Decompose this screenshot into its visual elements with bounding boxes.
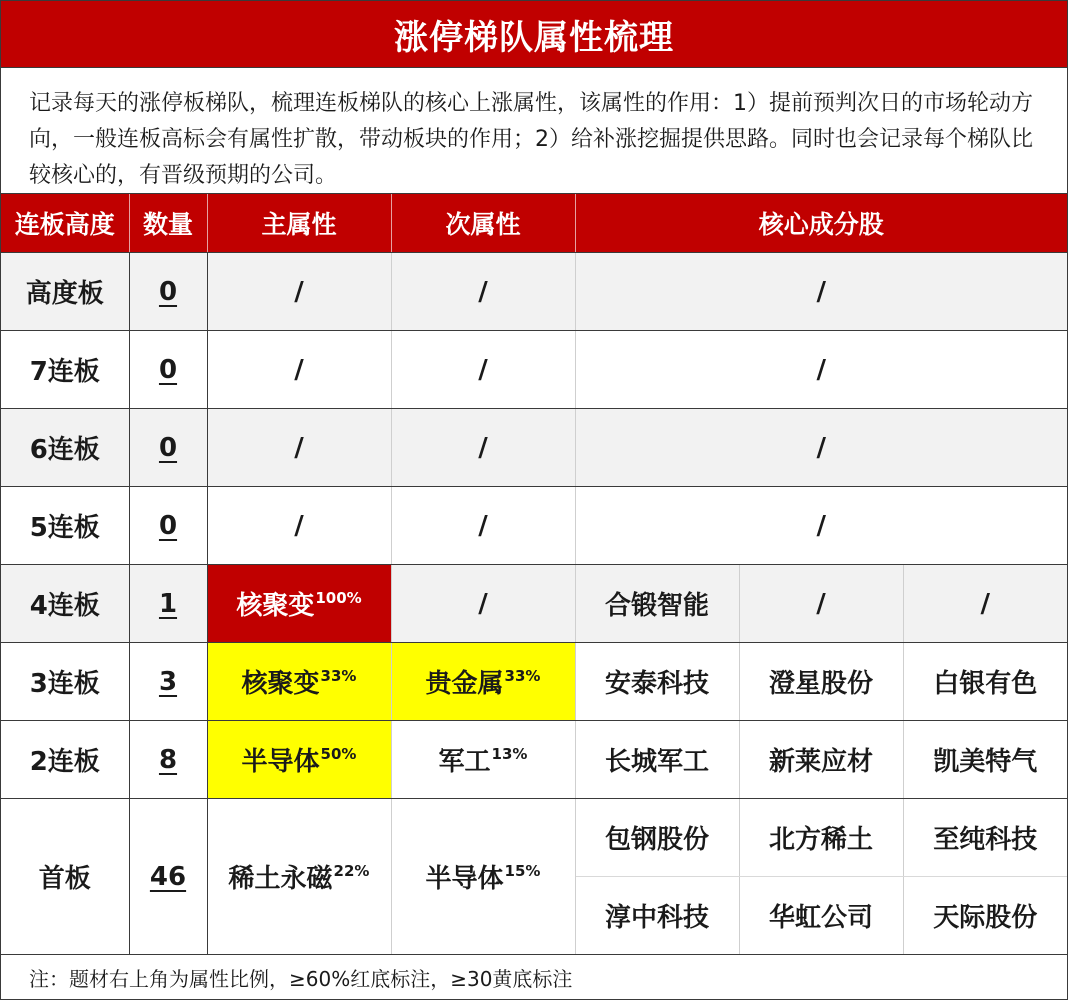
core-stock: / bbox=[903, 565, 1067, 643]
core-stock: 淳中科技 bbox=[575, 877, 739, 955]
row-height: 4连板 bbox=[1, 565, 129, 643]
core-stock: 白银有色 bbox=[903, 643, 1067, 721]
core-stock: 包钢股份 bbox=[575, 799, 739, 877]
row-primary: 半导体$^{50\%}$ bbox=[207, 721, 391, 799]
row-secondary: 军工$^{13\%}$ bbox=[391, 721, 575, 799]
row-count[interactable]: 3 bbox=[129, 643, 207, 721]
core-stock: 安泰科技 bbox=[575, 643, 739, 721]
core-stock: 澄星股份 bbox=[739, 643, 903, 721]
row-secondary: / bbox=[391, 487, 575, 565]
core-stock: 华虹公司 bbox=[739, 877, 903, 955]
row-count[interactable]: 46 bbox=[129, 799, 207, 955]
header-height: 连板高度 bbox=[1, 194, 129, 253]
header-core: 核心成分股 bbox=[575, 194, 1067, 253]
row-count[interactable]: 0 bbox=[129, 409, 207, 487]
core-stock: 凯美特气 bbox=[903, 721, 1067, 799]
core-stock: 天际股份 bbox=[903, 877, 1067, 955]
row-height: 6连板 bbox=[1, 409, 129, 487]
row-height: 3连板 bbox=[1, 643, 129, 721]
page-title: 涨停梯队属性梳理 bbox=[1, 1, 1067, 68]
intro-text: 记录每天的涨停板梯队，梳理连板梯队的核心上涨属性，该属性的作用：1）提前预判次日的市场轮动方向，一般连板高标会有属性扩散，带动板块的作用；2）给补涨挖掘提供思路。同时也会记录每个梯队比较核心的，有晋级预期的公司。 bbox=[1, 68, 1067, 194]
row-primary: 稀土永磁$^{22\%}$ bbox=[207, 799, 391, 955]
footnote: 注：题材右上角为属性比例，≥60%红底标注，≥30黄底标注 bbox=[29, 967, 573, 991]
row-height: 2连板 bbox=[1, 721, 129, 799]
table-row bbox=[1, 643, 1067, 721]
core-stock: 长城军工 bbox=[575, 721, 739, 799]
table-row bbox=[1, 253, 1067, 331]
core-stock: 北方稀土 bbox=[739, 799, 903, 877]
core-stock: 至纯科技 bbox=[903, 799, 1067, 877]
core-stock: 合锻智能 bbox=[575, 565, 739, 643]
row-primary: / bbox=[207, 253, 391, 331]
row-secondary: / bbox=[391, 565, 575, 643]
attribute-ratio: 22% bbox=[333, 862, 370, 880]
row-count[interactable]: 8 bbox=[129, 721, 207, 799]
table-header-row bbox=[1, 194, 1067, 253]
table-row bbox=[1, 487, 1067, 565]
row-count[interactable]: 1 bbox=[129, 565, 207, 643]
row-primary: / bbox=[207, 409, 391, 487]
attribute-ratio: 33% bbox=[504, 667, 541, 685]
header-count: 数量 bbox=[129, 194, 207, 253]
ladder-table bbox=[1, 194, 1067, 955]
row-core: / bbox=[575, 331, 1067, 409]
table-row bbox=[1, 409, 1067, 487]
row-height: 高度板 bbox=[1, 253, 129, 331]
row-core: / bbox=[575, 487, 1067, 565]
table-row bbox=[1, 799, 1067, 877]
table-row bbox=[1, 721, 1067, 799]
row-secondary: / bbox=[391, 409, 575, 487]
table-row bbox=[1, 565, 1067, 643]
row-secondary: / bbox=[391, 253, 575, 331]
row-height: 首板 bbox=[1, 799, 129, 955]
table-row bbox=[1, 331, 1067, 409]
row-primary: / bbox=[207, 331, 391, 409]
attribute-ratio: 13% bbox=[491, 745, 528, 763]
core-stock: 新莱应材 bbox=[739, 721, 903, 799]
row-count[interactable]: 0 bbox=[129, 253, 207, 331]
row-primary: / bbox=[207, 487, 391, 565]
row-core: / bbox=[575, 409, 1067, 487]
attribute-ratio: 15% bbox=[504, 862, 541, 880]
row-primary: 核聚变$^{33\%}$ bbox=[207, 643, 391, 721]
header-secondary: 次属性 bbox=[391, 194, 575, 253]
header-primary: 主属性 bbox=[207, 194, 391, 253]
row-height: 5连板 bbox=[1, 487, 129, 565]
row-height: 7连板 bbox=[1, 331, 129, 409]
row-count[interactable]: 0 bbox=[129, 487, 207, 565]
attribute-ratio: 33% bbox=[320, 667, 357, 685]
row-core: / bbox=[575, 253, 1067, 331]
core-stock: / bbox=[739, 565, 903, 643]
row-secondary: / bbox=[391, 331, 575, 409]
row-secondary: 半导体$^{15\%}$ bbox=[391, 799, 575, 955]
attribute-ratio: 50% bbox=[320, 745, 357, 763]
row-primary: 核聚变$^{100\%}$ bbox=[207, 565, 391, 643]
row-secondary: 贵金属$^{33\%}$ bbox=[391, 643, 575, 721]
row-count[interactable]: 0 bbox=[129, 331, 207, 409]
attribute-ratio: 100% bbox=[315, 589, 362, 607]
